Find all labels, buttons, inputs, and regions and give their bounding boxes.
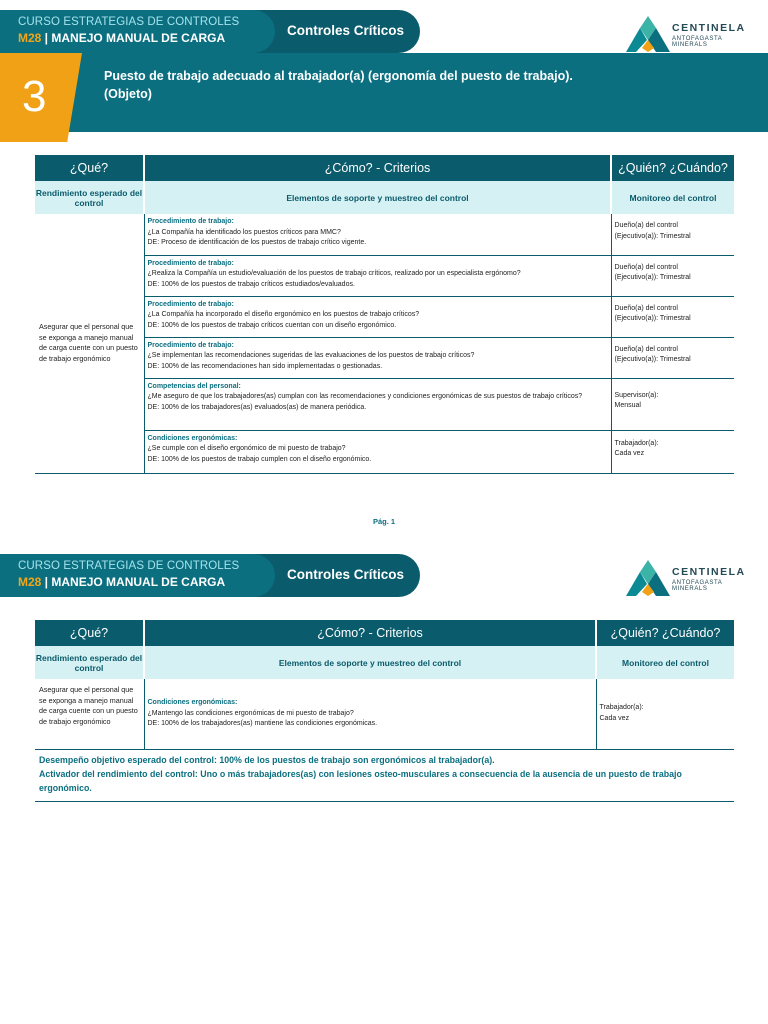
monitor-when: Cada vez bbox=[614, 450, 645, 457]
centinela-logo bbox=[626, 16, 756, 56]
monitor-when: (Ejecutivo(a)): Trimestral bbox=[614, 232, 691, 240]
monitor-who: Supervisor(a): bbox=[614, 391, 659, 399]
criterio-cell bbox=[144, 255, 611, 296]
subheader-elementos: Elementos de soporte y muestreo del control bbox=[144, 181, 611, 214]
table-row bbox=[35, 679, 734, 749]
page2-header bbox=[0, 544, 768, 604]
criterio-question: ¿Mantengo las condiciones ergonómicas de mi puesto de trabajo? bbox=[147, 709, 354, 717]
criterio-title: Procedimiento de trabajo: bbox=[147, 218, 234, 225]
criterio-cell bbox=[144, 430, 611, 473]
monitor-who: Trabajador(a): bbox=[614, 439, 659, 447]
criterio-title: Procedimiento de trabajo: bbox=[147, 300, 234, 308]
criterio-question: ¿Se implementan las recomendaciones sugeridas de las evaluaciones de los puestos de trabajo críticos? bbox=[147, 352, 475, 359]
criterio-title: Condiciones ergonómicas: bbox=[147, 699, 238, 706]
desempeno-objetivo: Desempeño objetivo esperado del control: 100% de los puestos de trabajo son ergonómicos al trabajador(a). bbox=[39, 755, 495, 765]
centinela-logo bbox=[626, 560, 756, 600]
monitor-who: Dueño(a) del control bbox=[614, 263, 678, 271]
module-title bbox=[18, 31, 225, 45]
monitor-when: (Ejecutivo(a)): Trimestral bbox=[614, 274, 691, 281]
module-separator: | bbox=[41, 31, 52, 45]
criterio-cell bbox=[144, 378, 611, 430]
criterio-question: ¿Me aseguro de que los trabajadores(as) cumplan con las recomendaciones y condiciones ergonómicas de sus puestos de trabajo críticos? bbox=[147, 393, 583, 400]
criterio-de: DE: 100% de los trabajadores(as) mantiene las condiciones ergonómicas. bbox=[147, 720, 378, 727]
criterio-cell bbox=[144, 214, 611, 255]
rendimiento-cell: Asegurar que el personal que se exponga a manejo manual de carga cuente con un puesto de trabajo ergonómico bbox=[35, 214, 144, 473]
criterio-title: Procedimiento de trabajo: bbox=[147, 259, 234, 267]
criterio-de: DE: 100% de los puestos de trabajo críticos cuentan con un diseño ergonómico. bbox=[147, 321, 397, 329]
monitoreo-cell bbox=[611, 255, 734, 296]
module-code: M28 bbox=[18, 31, 42, 45]
table-row bbox=[35, 214, 734, 255]
banner-title-line2: (Objeto) bbox=[104, 87, 152, 101]
criterio-de: DE: Proceso de identificación de los puestos de trabajo crítico vigente. bbox=[147, 239, 367, 246]
subheader-rendimiento: Rendimiento esperado del control bbox=[35, 646, 144, 679]
module-title bbox=[18, 575, 225, 589]
page-number: Pág. 1 bbox=[372, 517, 396, 526]
controls-table-page1 bbox=[35, 155, 734, 474]
col-header-quien: ¿Quién? ¿Cuándo? bbox=[596, 620, 734, 646]
criterio-cell bbox=[144, 337, 611, 378]
activador-rendimiento: Activador del rendimiento del control: Uno o más trabajadores(as) con lesiones osteo-musculares a consecuencia de la ausencia de un puesto de trabajo ergonómico. bbox=[39, 769, 682, 793]
monitor-who: Dueño(a) del control bbox=[614, 345, 678, 353]
monitor-when: Cada vez bbox=[599, 714, 630, 722]
module-name: MANEJO MANUAL DE CARGA bbox=[51, 31, 226, 45]
criterio-cell bbox=[144, 296, 611, 337]
course-name: CURSO ESTRATEGIAS DE CONTROLES bbox=[18, 560, 240, 572]
module-name: MANEJO MANUAL DE CARGA bbox=[51, 575, 226, 589]
module-code: M28 bbox=[18, 575, 42, 589]
monitor-when: (Ejecutivo(a)): Trimestral bbox=[614, 356, 691, 363]
subheader-monitoreo: Monitoreo del control bbox=[596, 646, 734, 679]
subheader-elementos: Elementos de soporte y muestreo del control bbox=[144, 646, 596, 679]
monitor-when: (Ejecutivo(a)): Trimestral bbox=[614, 315, 691, 322]
logo-mark-icon bbox=[626, 16, 672, 54]
criterio-title: Competencias del personal: bbox=[147, 382, 241, 390]
col-header-quien: ¿Quién? ¿Cuándo? bbox=[611, 155, 734, 181]
rendimiento-cell: Asegurar que el personal que se exponga a manejo manual de carga cuente con un puesto de trabajo ergonómico bbox=[35, 679, 144, 749]
criterio-question: ¿La Compañía ha incorporado el diseño ergonómico en los puestos de trabajo críticos? bbox=[147, 311, 420, 318]
logo-mark-icon bbox=[626, 560, 672, 598]
logo-subtitle: ANTOFAGASTA MINERALS bbox=[672, 580, 723, 592]
criterio-question: ¿Se cumple con el diseño ergonómico de mi puesto de trabajo? bbox=[147, 445, 346, 452]
course-name: CURSO ESTRATEGIAS DE CONTROLES bbox=[18, 16, 240, 28]
monitor-who: Dueño(a) del control bbox=[614, 222, 678, 229]
logo-name: CENTINELA bbox=[672, 22, 746, 34]
module-separator: | bbox=[41, 575, 52, 589]
control-summary bbox=[35, 750, 734, 802]
subheader-rendimiento: Rendimiento esperado del control bbox=[35, 181, 144, 214]
monitoreo-cell bbox=[611, 430, 734, 473]
monitor-who: Trabajador(a): bbox=[599, 704, 644, 712]
criterio-cell bbox=[144, 679, 596, 749]
monitoreo-cell bbox=[611, 214, 734, 255]
section-title: Controles Críticos bbox=[287, 23, 405, 38]
section-title: Controles Críticos bbox=[287, 567, 405, 582]
criterio-title: Condiciones ergonómicas: bbox=[147, 434, 238, 442]
criterio-title: Procedimiento de trabajo: bbox=[147, 341, 234, 349]
criterio-question: ¿La Compañía ha identificado los puestos críticos para MMC? bbox=[147, 228, 341, 236]
criterio-de: DE: 100% de los puestos de trabajo críticos estudiados/evaluados. bbox=[147, 280, 355, 288]
section-banner-title bbox=[104, 67, 704, 103]
subheader-monitoreo: Monitoreo del control bbox=[611, 181, 734, 214]
section-number: 3 bbox=[22, 72, 47, 121]
logo-subtitle: ANTOFAGASTA MINERALS bbox=[672, 36, 723, 48]
criterio-question: ¿Realiza la Compañía un estudio/evaluación de los puestos de trabajo críticos, realizado por un especialista ergónomo? bbox=[147, 270, 521, 277]
monitoreo-cell bbox=[611, 296, 734, 337]
monitoreo-cell bbox=[596, 679, 734, 749]
monitoreo-cell bbox=[611, 337, 734, 378]
logo-name: CENTINELA bbox=[672, 566, 746, 578]
banner-title-line1: Puesto de trabajo adecuado al trabajador(a) (ergonomía del puesto de trabajo). bbox=[104, 69, 573, 83]
criterio-de: DE: 100% de las recomendaciones han sido implementadas o gestionadas. bbox=[147, 362, 383, 370]
col-header-como: ¿Cómo? - Criterios bbox=[144, 620, 596, 646]
monitor-when: Mensual bbox=[614, 402, 641, 409]
monitor-who: Dueño(a) del control bbox=[614, 304, 678, 312]
criterio-de: DE: 100% de los trabajadores(as) evaluados(as) de manera periódica. bbox=[147, 403, 367, 411]
col-header-que: ¿Qué? bbox=[35, 155, 144, 181]
col-header-como: ¿Cómo? - Criterios bbox=[144, 155, 611, 181]
controls-table-page2 bbox=[35, 620, 734, 750]
col-header-que: ¿Qué? bbox=[35, 620, 144, 646]
monitoreo-cell bbox=[611, 378, 734, 430]
criterio-de: DE: 100% de los puestos de trabajo cumplen con el diseño ergonómico. bbox=[147, 455, 372, 463]
